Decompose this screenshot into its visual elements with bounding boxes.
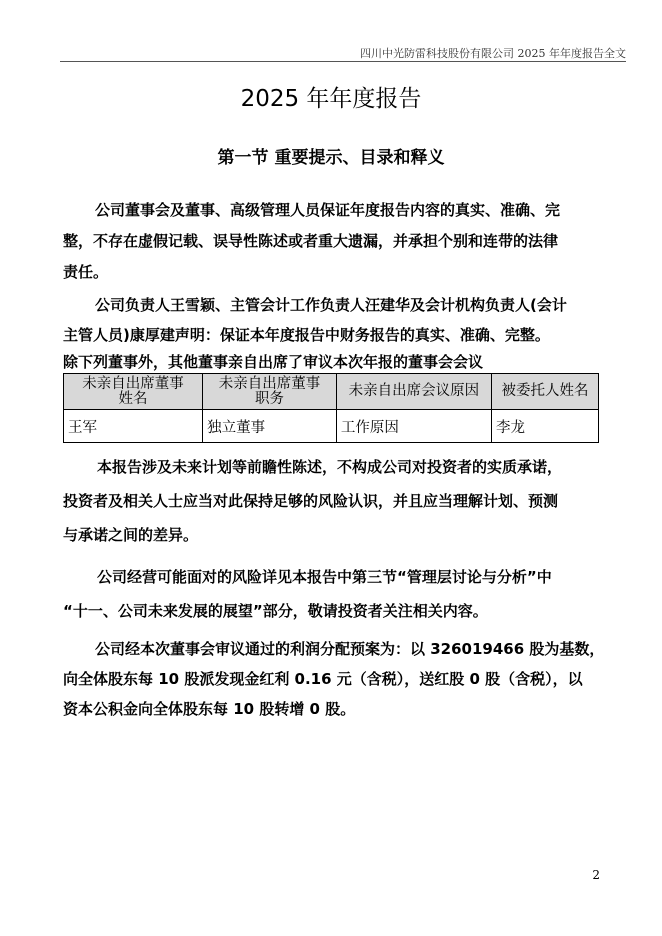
absent-directors-table: [63, 373, 599, 443]
paragraph-line: 与承诺之间的差异。: [63, 526, 199, 544]
paragraph-line: 责任。: [63, 263, 109, 281]
paragraph-line: 投资者及相关人士应当对此保持足够的风险认识，并且应当理解计划、预测: [63, 492, 559, 510]
responsibility-statement-paragraph: [63, 290, 603, 350]
table-cell: 工作原因: [336, 410, 491, 443]
column-header-reason: [336, 374, 491, 410]
paragraph-line: 公司董事会及董事、高级管理人员保证年度报告内容的真实、准确、完: [95, 201, 561, 219]
running-header: 四川中光防雷科技股份有限公司 2025 年年度报告全文: [360, 47, 626, 60]
column-header-proxy: [491, 374, 598, 410]
header-line: 职务: [254, 390, 284, 407]
header-line: 未亲自出席会议原因: [348, 383, 480, 399]
risk-paragraph: [63, 560, 603, 628]
column-header-name: [64, 374, 203, 410]
paragraph-line: 本报告涉及未来计划等前瞻性陈述，不构成公司对投资者的实质承诺，: [97, 458, 563, 476]
paragraph-line: 向全体股东每 10 股派发现金红利 0.16 元（含税），送红股 0 股（含税），以: [63, 670, 583, 688]
paragraph-line: “十一、公司未来发展的展望”部分，敬请投资者关注相关内容。: [63, 602, 488, 620]
header-line: 未亲自出席董事: [218, 375, 321, 392]
table-cell: 李龙: [491, 410, 598, 443]
report-title: 2025 年年度报告: [240, 86, 422, 112]
table-cell: 王军: [64, 410, 203, 443]
header-line: 姓名: [118, 390, 148, 407]
paragraph-line: 除下列董事外，其他董事亲自出席了审议本次年报的董事会会议: [63, 353, 484, 371]
table-cell: 独立董事: [203, 410, 337, 443]
header-line: 未亲自出席董事: [82, 375, 184, 392]
page-number: 2: [592, 868, 600, 882]
paragraph-line: 资本公积金向全体股东每 10 股转增 0 股。: [63, 700, 356, 718]
table-header-row: [64, 374, 599, 410]
paragraph-line: 主管人员)康厚建声明：保证本年度报告中财务报告的真实、准确、完整。: [63, 326, 550, 344]
board-guarantee-paragraph: [63, 195, 603, 288]
profit-distribution-paragraph: [63, 634, 603, 724]
column-header-position: [203, 374, 337, 410]
header-line: 被委托人姓名: [501, 383, 589, 399]
paragraph-line: 公司负责人王雪颖、主管会计工作负责人汪建华及会计机构负责人(会计: [95, 296, 567, 314]
header-divider: [60, 61, 626, 62]
paragraph-line: 公司经营可能面对的风险详见本报告中第三节“管理层讨论与分析”中: [97, 568, 552, 586]
table-row: [64, 410, 599, 443]
forward-looking-paragraph: [63, 450, 603, 552]
paragraph-line: 公司经本次董事会审议通过的利润分配预案为：以 326019466 股为基数，: [95, 640, 605, 658]
absent-directors-intro: [63, 350, 603, 374]
section-title: 第一节 重要提示、目录和释义: [217, 148, 445, 168]
paragraph-line: 整，不存在虚假记载、误导性陈述或者重大遗漏，并承担个别和连带的法律: [63, 232, 559, 250]
